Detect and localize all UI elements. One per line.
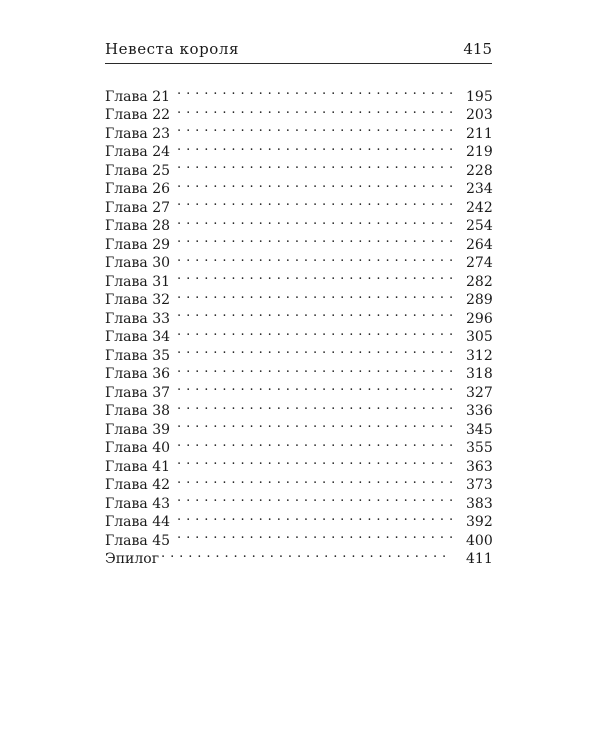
dot-leader xyxy=(177,304,452,323)
toc-entry-page: 254 xyxy=(466,218,493,234)
toc-entry-page: 274 xyxy=(466,255,493,271)
toc-entry-page: 363 xyxy=(466,458,493,475)
dot-leader xyxy=(177,212,452,231)
dot-leader xyxy=(177,267,452,286)
toc-entry-label: Глава 40 xyxy=(105,440,171,456)
dot-leader xyxy=(161,545,452,564)
dot-leader xyxy=(177,82,452,101)
toc-entry-page: 296 xyxy=(466,310,493,327)
toc-entry-page: 345 xyxy=(466,421,493,438)
toc-entry-page: 305 xyxy=(466,329,493,345)
toc-entry-label: Глава 41 xyxy=(105,458,171,475)
toc-entry-label: Эпилог xyxy=(105,551,160,567)
toc-entry-label: Глава 24 xyxy=(105,144,171,160)
toc-entry-label: Глава 39 xyxy=(105,421,171,438)
toc-entry-page: 219 xyxy=(466,144,493,160)
toc-entry-page: 264 xyxy=(466,236,493,253)
dot-leader xyxy=(177,508,452,527)
toc-entry-label: Глава 37 xyxy=(105,384,171,401)
toc-entry-label: Глава 26 xyxy=(105,181,171,197)
dot-leader xyxy=(177,471,452,490)
dot-leader xyxy=(177,397,452,416)
dot-leader xyxy=(177,452,452,471)
toc-entry-label: Глава 33 xyxy=(105,310,171,327)
dot-leader xyxy=(177,230,452,249)
toc-entry-label: Глава 35 xyxy=(105,347,171,364)
toc-entry-label: Глава 45 xyxy=(105,532,171,549)
toc-entry-label: Глава 36 xyxy=(105,366,171,382)
toc-entry-label: Глава 25 xyxy=(105,162,171,179)
toc-entry-label: Глава 28 xyxy=(105,218,171,234)
toc-entry-page: 234 xyxy=(466,181,493,197)
toc-entry-page: 411 xyxy=(466,551,493,567)
toc-entry-page: 373 xyxy=(466,477,493,493)
toc-entry-page: 400 xyxy=(466,532,493,549)
book-title: Невеста короля xyxy=(105,40,240,58)
dot-leader xyxy=(177,249,452,268)
toc-entry-label: Глава 22 xyxy=(105,107,171,123)
dot-leader xyxy=(177,286,452,305)
dot-leader xyxy=(177,378,452,397)
toc-entry-page: 312 xyxy=(466,347,493,364)
toc-entry-label: Глава 44 xyxy=(105,514,171,530)
toc-entry-page: 392 xyxy=(466,514,493,530)
toc-entry-label: Глава 30 xyxy=(105,255,171,271)
toc-entry-page: 228 xyxy=(466,162,493,179)
toc-entry-page: 211 xyxy=(466,125,493,142)
dot-leader xyxy=(177,341,452,360)
dot-leader xyxy=(177,434,452,453)
toc-entry-page: 195 xyxy=(466,88,493,105)
toc-entry-label: Глава 42 xyxy=(105,477,171,493)
dot-leader xyxy=(177,360,452,379)
toc-entry xyxy=(105,545,493,567)
toc-entry-label: Глава 31 xyxy=(105,273,171,290)
toc-entry-label: Глава 32 xyxy=(105,292,171,308)
toc-entry-page: 289 xyxy=(466,292,493,308)
table-of-contents xyxy=(105,82,493,567)
toc-entry-page: 383 xyxy=(466,495,493,512)
dot-leader xyxy=(177,119,452,138)
dot-leader xyxy=(177,489,452,508)
toc-entry-page: 327 xyxy=(466,384,493,401)
toc-entry-page: 242 xyxy=(466,199,493,216)
running-head xyxy=(105,38,492,64)
toc-entry-page: 355 xyxy=(466,440,493,456)
toc-entry-label: Глава 34 xyxy=(105,329,171,345)
toc-entry-label: Глава 29 xyxy=(105,236,171,253)
toc-entry-page: 203 xyxy=(466,107,493,123)
dot-leader xyxy=(177,526,452,545)
dot-leader xyxy=(177,156,452,175)
dot-leader xyxy=(177,323,452,342)
toc-entry-label: Глава 43 xyxy=(105,495,171,512)
dot-leader xyxy=(177,415,452,434)
dot-leader xyxy=(177,138,452,157)
toc-entry-label: Глава 23 xyxy=(105,125,171,142)
toc-entry-page: 282 xyxy=(466,273,493,290)
toc-entry-label: Глава 21 xyxy=(105,88,171,105)
toc-entry xyxy=(105,82,493,105)
dot-leader xyxy=(177,193,452,212)
toc-entry-label: Глава 38 xyxy=(105,403,171,419)
page-number: 415 xyxy=(463,40,492,58)
dot-leader xyxy=(177,175,452,194)
toc-entry-page: 336 xyxy=(466,403,493,419)
toc-entry-page: 318 xyxy=(466,366,493,382)
toc-entry-label: Глава 27 xyxy=(105,199,171,216)
dot-leader xyxy=(177,101,452,120)
